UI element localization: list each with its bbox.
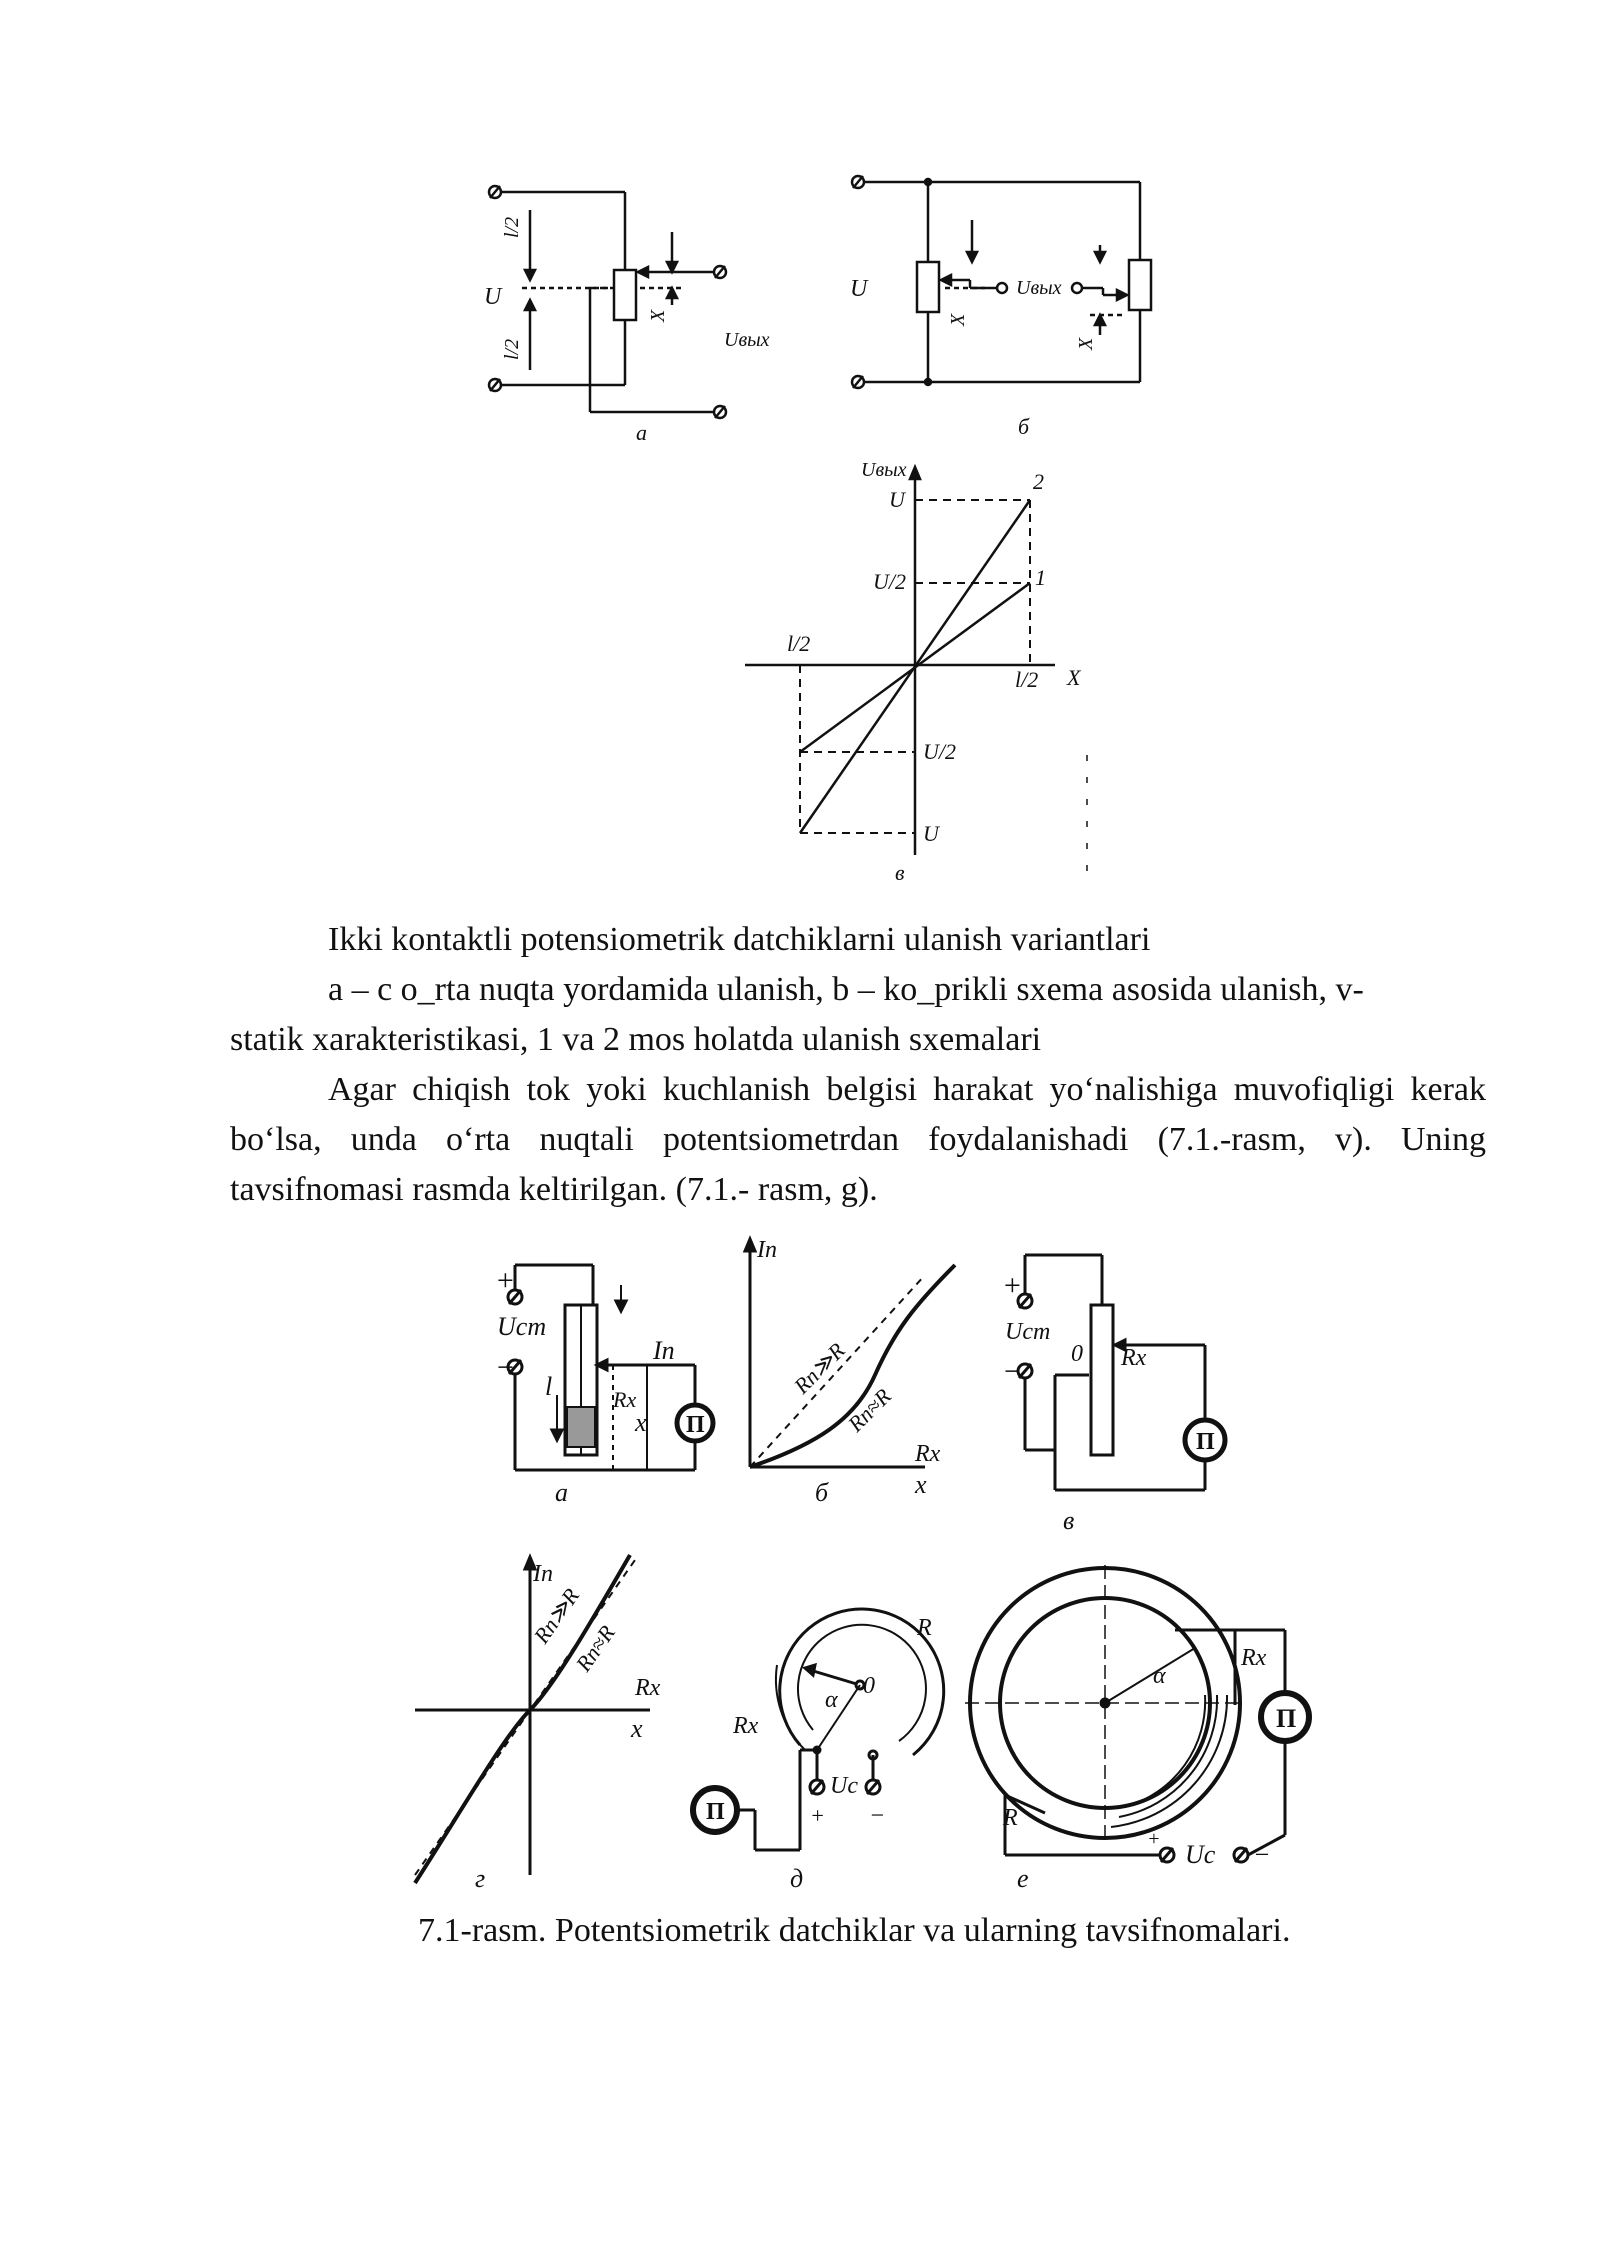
fig2-v-ucm: Ucm <box>1005 1319 1051 1345</box>
fig2-d-plus: + <box>810 1803 825 1828</box>
fig2-e-plus: + <box>1147 1828 1161 1850</box>
figure-caption: 7.1-rasm. Potentsiometrik datchiklar va ularning tavsifnomalari. <box>418 1912 1291 1949</box>
caption-description-line1: a – c o_rta nuqta yordamida ulanish, b – ko_prikli sxema asosida ulanish, v- <box>328 971 1364 1008</box>
fig2-g-rn-big: Rп≫R <box>528 1583 585 1648</box>
fig2-b-caption: б <box>815 1478 829 1507</box>
fig2-b-x: x <box>915 1470 927 1499</box>
fig2-g-rn-eq: Rп≈R <box>570 1620 620 1676</box>
caption-description-line2: statik xarakteristikasi, 1 va 2 mos holatda ulanish sxemalari <box>230 1021 1042 1058</box>
fig2-e-r: R <box>1003 1805 1018 1831</box>
fig2-d-caption: д <box>790 1864 804 1893</box>
fig2-a-caption: а <box>555 1478 568 1507</box>
resistor-b2 <box>1129 260 1151 310</box>
fig2-graph-g <box>415 1555 650 1883</box>
fig2-d-minus: − <box>869 1803 886 1829</box>
v-tick-u: U <box>889 487 905 512</box>
b-caption: б <box>1018 414 1030 439</box>
fig2-b-rn-big: Rп≫R <box>788 1337 850 1399</box>
fig2-d-rx: Rx <box>733 1713 759 1739</box>
a-label-uvyh: Uвых <box>724 329 770 351</box>
fig2-d-uc: Uс <box>830 1773 858 1799</box>
fig2-g-caption: г <box>475 1864 486 1893</box>
fig2-a-plus: + <box>495 1264 516 1297</box>
a-caption: а <box>636 420 647 445</box>
figure-7-1-bottom-row <box>405 1545 1325 1895</box>
fig2-b-rn-eq: Rп≈R <box>842 1383 896 1437</box>
a-label-x: X <box>647 309 669 322</box>
fig2-v-caption: в <box>1063 1506 1075 1535</box>
fig2-d-r: R <box>917 1615 932 1641</box>
v-line-label-2: 2 <box>1033 469 1044 494</box>
fig2-v-o: 0 <box>1071 1341 1083 1367</box>
fig2-a-minus: − <box>495 1351 516 1384</box>
v-axis-x-label: X <box>1067 665 1081 690</box>
fig2-e-caption: е <box>1017 1864 1029 1893</box>
circuit-b <box>852 176 1151 388</box>
fig2-g-rx: Rx <box>635 1675 661 1701</box>
fig2-circuit-a <box>508 1265 713 1470</box>
b-label-uvyh: Uвых <box>1016 277 1062 299</box>
v-axis-y-label: Uвых <box>861 459 907 481</box>
v-tick-l2-left: l/2 <box>787 631 811 656</box>
fig2-e-uc: Uс <box>1185 1840 1216 1869</box>
fig2-e-meter-label: П <box>1276 1704 1297 1733</box>
caption-variants: Ikki kontaktli potensiometrik datchiklarni ulanish variantlari <box>328 921 1151 958</box>
fig2-a-l: l <box>545 1372 553 1401</box>
b-label-x2: X <box>1075 337 1097 350</box>
figure-7-1-top-row <box>485 1235 1225 1535</box>
fig2-g-in: Iп <box>533 1561 553 1587</box>
b-label-u: U <box>850 276 868 302</box>
fig2-e-rx: Rx <box>1241 1645 1267 1671</box>
fig2-graph-b <box>745 1239 955 1467</box>
fig2-d-o: 0 <box>863 1673 875 1699</box>
fig2-a-ust: Uст <box>497 1312 547 1341</box>
circuit-a <box>489 186 726 418</box>
v-line-label-1: 1 <box>1035 565 1046 590</box>
v-caption: в <box>895 860 905 885</box>
fig2-v-minus: − <box>1002 1355 1023 1388</box>
fig2-a-meter-label: П <box>686 1412 705 1438</box>
a-label-l2-bottom: l/2 <box>501 338 523 360</box>
fig2-d-meter-label: П <box>706 1799 725 1825</box>
fig2-v-meter-label: П <box>1196 1429 1215 1455</box>
fig2-b-rx: Rx <box>915 1441 941 1467</box>
fig2-circuit-v <box>1018 1255 1225 1490</box>
fig2-a-in: Iп <box>653 1336 675 1365</box>
b-label-x1: X <box>947 313 969 326</box>
body-paragraph: Agar chiqish tok yoki kuchlanish belgisi harakat yo‘nalishiga muvofiqligi kerak bo‘lsa, unda o‘rta nuqtali potentsiometrdan foydalanishadi (7.1.-rasm, v). Uning tavsifnomasi rasmda keltirilgan. (7.1.- rasm, g). <box>230 1071 1486 1208</box>
a-label-l2-top: l/2 <box>501 216 523 238</box>
fig2-v-plus: + <box>1002 1269 1023 1302</box>
figure-static-characteristic <box>745 455 1105 895</box>
figure-top-circuits <box>450 160 1170 460</box>
fig2-a-rx: Rx <box>613 1387 637 1412</box>
fig2-g-x: x <box>631 1714 643 1743</box>
v-tick-l2-right: l/2 <box>1015 667 1039 692</box>
a-label-u: U <box>484 284 502 310</box>
resistor-a <box>614 270 636 320</box>
v-tick-u2: U/2 <box>873 569 906 594</box>
fig2-e-minus: − <box>1253 1840 1271 1869</box>
fig2-b-in: Iп <box>757 1237 777 1263</box>
fig2-a-x: x <box>635 1408 647 1437</box>
resistor-b1 <box>917 262 939 312</box>
fig2-d-alpha: α <box>825 1687 838 1713</box>
v-tick-u2-neg: U/2 <box>923 739 956 764</box>
fig2-e-alpha: α <box>1153 1663 1166 1689</box>
v-tick-u-neg: U <box>923 821 939 846</box>
fig2-v-rx: Rx <box>1121 1345 1147 1371</box>
